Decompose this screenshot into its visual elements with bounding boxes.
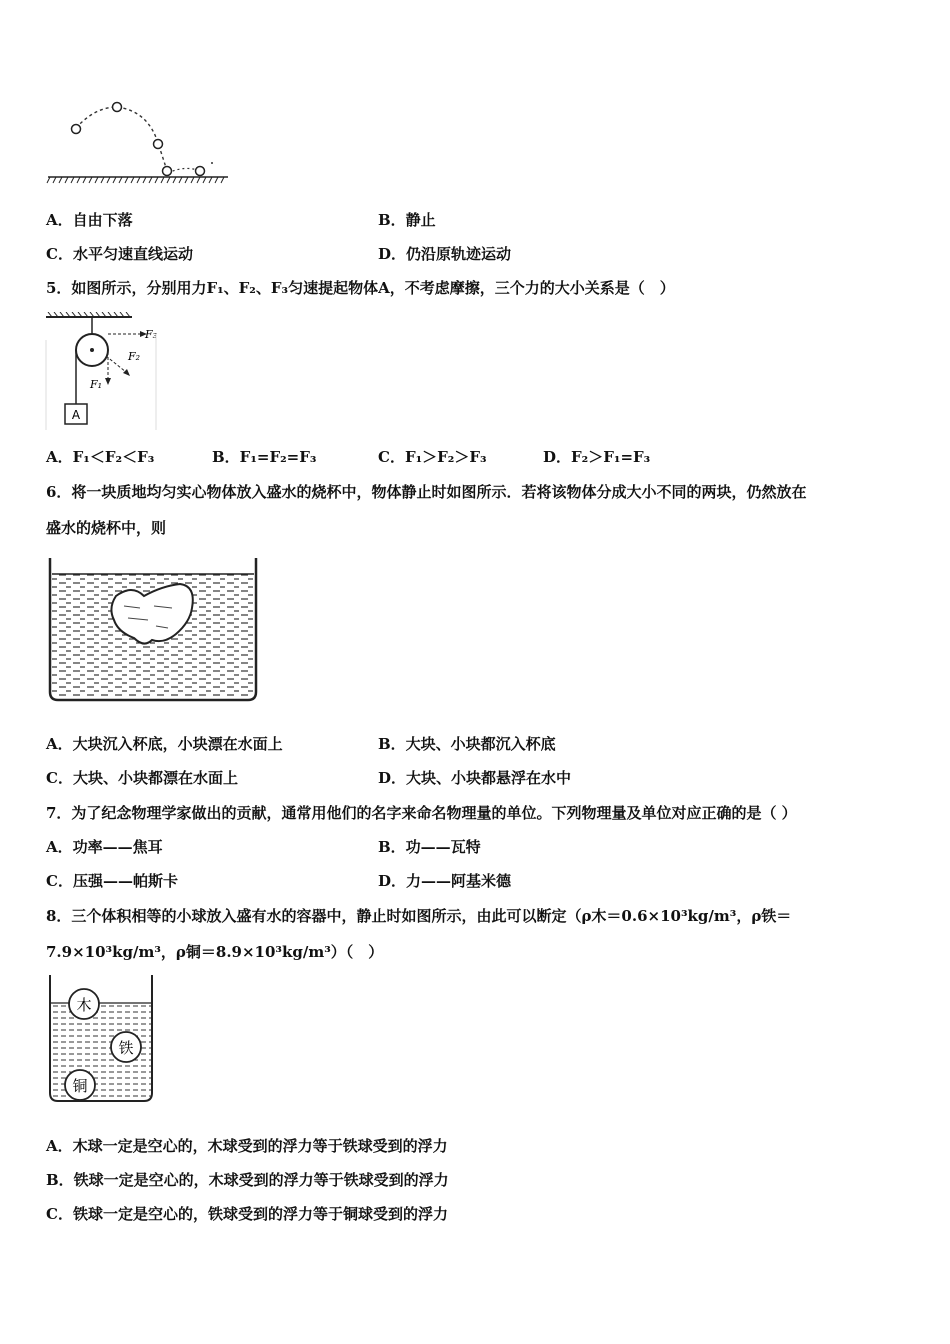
q6-option-d: D．大块、小块都悬浮在水中	[378, 769, 572, 787]
q8-stem-line1: 8．三个体积相等的小球放入盛有水的容器中，静止时如图所示，由此可以断定（ρ木＝0.6×10³kg/m³，ρ铁＝	[46, 907, 792, 925]
q4-option-d: D．仍沿原轨迹运动	[378, 245, 512, 263]
q6-stem-line1: 6．将一块质地均匀实心物体放入盛水的烧杯中，物体静止时如图所示．若将该物体分成大小不同的两块，仍然放在	[46, 483, 807, 501]
q4-option-b: B．静止	[378, 211, 436, 229]
q7-option-b: B．功——瓦特	[378, 838, 481, 856]
q4-option-a: A．自由下落	[46, 211, 133, 229]
q5-stem: 5．如图所示，分别用力F₁、F₂、F₃匀速提起物体A，不考虑摩擦，三个力的大小关系是（ ）	[46, 279, 675, 297]
q8-stem-line2: 7.9×10³kg/m³，ρ铜＝8.9×10³kg/m³）（ ）	[46, 943, 384, 961]
force-f1-label: F₁	[90, 378, 103, 391]
q5-option-d: D．F₂＞F₁=F₃	[543, 448, 651, 466]
q8-option-c: C．铁球一定是空心的，铁球受到的浮力等于铜球受到的浮力	[46, 1205, 448, 1223]
balls-container-figure	[44, 973, 158, 1107]
q7-option-d: D．力——阿基米德	[378, 872, 512, 890]
q6-option-b: B．大块、小块都沉入杯底	[378, 735, 556, 753]
q7-option-a: A．功率——焦耳	[46, 838, 163, 856]
beaker-figure	[44, 556, 262, 704]
trajectory-figure	[40, 95, 240, 190]
q8-option-a: A．木球一定是空心的，木球受到的浮力等于铁球受到的浮力	[46, 1137, 448, 1155]
q5-option-c: C．F₁＞F₂＞F₃	[378, 448, 487, 466]
ball-iron-label: 铁	[118, 1039, 134, 1057]
force-f3-label: F₃	[145, 328, 158, 341]
q5-option-b: B．F₁=F₂=F₃	[212, 448, 317, 466]
q7-option-c: C．压强——帕斯卡	[46, 872, 178, 890]
q5-option-a: A．F₁＜F₂＜F₃	[46, 448, 155, 466]
q6-option-c: C．大块、小块都漂在水面上	[46, 769, 238, 787]
force-f2-label: F₂	[128, 350, 141, 363]
ball-wood-label: 木	[76, 996, 92, 1014]
ball-copper-label: 铜	[72, 1077, 88, 1095]
q4-option-c: C．水平匀速直线运动	[46, 245, 193, 263]
pulley-block-label: A	[71, 408, 81, 422]
q8-option-b: B．铁球一定是空心的，木球受到的浮力等于铁球受到的浮力	[46, 1171, 449, 1189]
q6-stem-line2: 盛水的烧杯中，则	[46, 519, 167, 537]
pulley-figure	[44, 312, 164, 430]
q7-stem: 7．为了纪念物理学家做出的贡献，通常用他们的名字来命名物理量的单位。下列物理量及单位对应正确的是（ ）	[46, 804, 797, 822]
q6-option-a: A．大块沉入杯底，小块漂在水面上	[46, 735, 283, 753]
